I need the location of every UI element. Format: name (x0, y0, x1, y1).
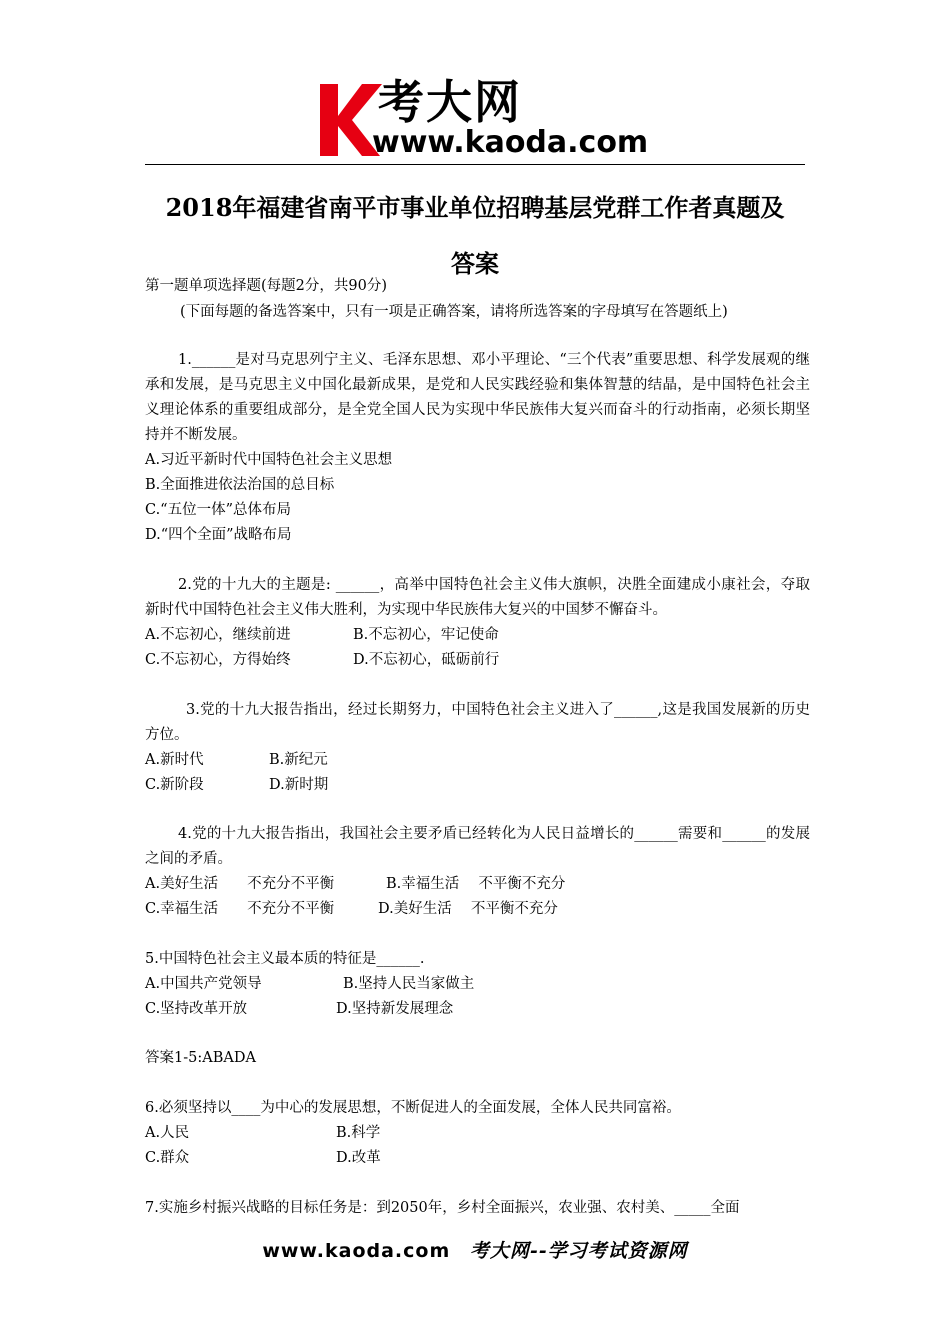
question-5-option-b: B.坚持人民当家做主 (343, 976, 475, 992)
question-2-text: 2.党的十九大的主题是: ______，高举中国特色社会主义伟大旗帜，决胜全面建成小康社会，夺取新时代中国特色社会主义伟大胜利，为实现中华民族伟大复兴的中国梦不懈奋斗。 (145, 577, 810, 618)
question-2-option-d: D.不忘初心，砥砺前行 (353, 652, 500, 668)
question-5-option-a: A.中国共产党领导 (145, 976, 262, 992)
question-4-option-c: C.幸福生活 不充分不平衡 (145, 901, 335, 917)
question-3-option-c: C.新阶段 (145, 777, 204, 793)
question-4-option-a: A.美好生活 不充分不平衡 (145, 876, 335, 892)
question-4-text: 4.党的十九大报告指出，我国社会主要矛盾已经转化为人民日益增长的______需要和______的发展之间的矛盾。 (145, 826, 810, 867)
question-4-option-b: B.幸福生活 不平衡不充分 (386, 876, 566, 892)
question-5-option-d: D.坚持新发展理念 (336, 1001, 454, 1017)
question-6-option-a: A.人民 (145, 1125, 190, 1141)
footer-url[interactable]: www.kaoda.com (262, 1240, 451, 1262)
question-1-option-b: B.全面推进依法治国的总目标 (145, 477, 335, 493)
header-divider (145, 164, 805, 165)
footer-tagline: 考大网--学习考试资源网 (469, 1240, 688, 1262)
question-1-text: 1.______是对马克思列宁主义、毛泽东思想、邓小平理论、“三个代表”重要思想、科学发展观的继承和发展，是马克思主义中国化最新成果，是党和人民实践经验和集体智慧的结晶，是中国特色社会主义理论体系的重要组成部分，是全党全国人民为实现中华民族伟大复兴而奋斗的行动指南，必须长期坚持并不断发展。 (145, 352, 810, 443)
kaoda-logo (316, 75, 649, 160)
question-3-option-a: A.新时代 (145, 752, 204, 768)
question-7-text: 7.实施乡村振兴战略的目标任务是：到2050年，乡村全面振兴，农业强、农村美、_____全面 (145, 1200, 740, 1216)
question-6-option-b: B.科学 (336, 1125, 381, 1141)
question-1-option-c: C.“五位一体”总体布局 (145, 502, 292, 518)
title-line-1: 2018年福建省南平市事业单位招聘基层党群工作者真题及 (165, 193, 785, 222)
question-6-option-d: D.改革 (336, 1150, 381, 1166)
question-1-option-a: A.习近平新时代中国特色社会主义思想 (145, 452, 393, 468)
question-5-text: 5.中国特色社会主义最本质的特征是______. (145, 951, 425, 967)
question-2-option-a: A.不忘初心，继续前进 (145, 627, 291, 643)
question-2-option-c: C.不忘初心，方得始终 (145, 652, 291, 668)
logo-text-cn: 考大网 (378, 75, 522, 129)
question-3-text: 3.党的十九大报告指出，经过长期努力，中国特色社会主义进入了______,这是我国发展新的历史方位。 (145, 702, 810, 743)
section-instructions: (下面每题的备选答案中，只有一项是正确答案，请将所选答案的字母填写在答题纸上) (180, 304, 728, 320)
title-line-2: 答案 (451, 249, 499, 278)
question-2-option-b: B.不忘初心，牢记使命 (353, 627, 499, 643)
question-3-option-b: B.新纪元 (269, 752, 328, 768)
question-6-option-c: C.群众 (145, 1150, 190, 1166)
answer-key-1-5: 答案1-5:ABADA (145, 1050, 256, 1066)
page-footer (0, 1238, 950, 1264)
question-6-text: 6.必须坚持以____为中心的发展思想，不断促进人的全面发展，全体人民共同富裕。 (145, 1100, 681, 1116)
question-5-option-c: C.坚持改革开放 (145, 1001, 248, 1017)
question-3-option-d: D.新时期 (269, 777, 329, 793)
section-heading: 第一题单项选择题(每题2分，共90分) (145, 278, 387, 294)
question-1-option-d: D.“四个全面”战略布局 (145, 527, 292, 543)
logo-text-url: www.kaoda.com (372, 125, 649, 160)
question-4-option-d: D.美好生活 不平衡不充分 (378, 901, 558, 917)
